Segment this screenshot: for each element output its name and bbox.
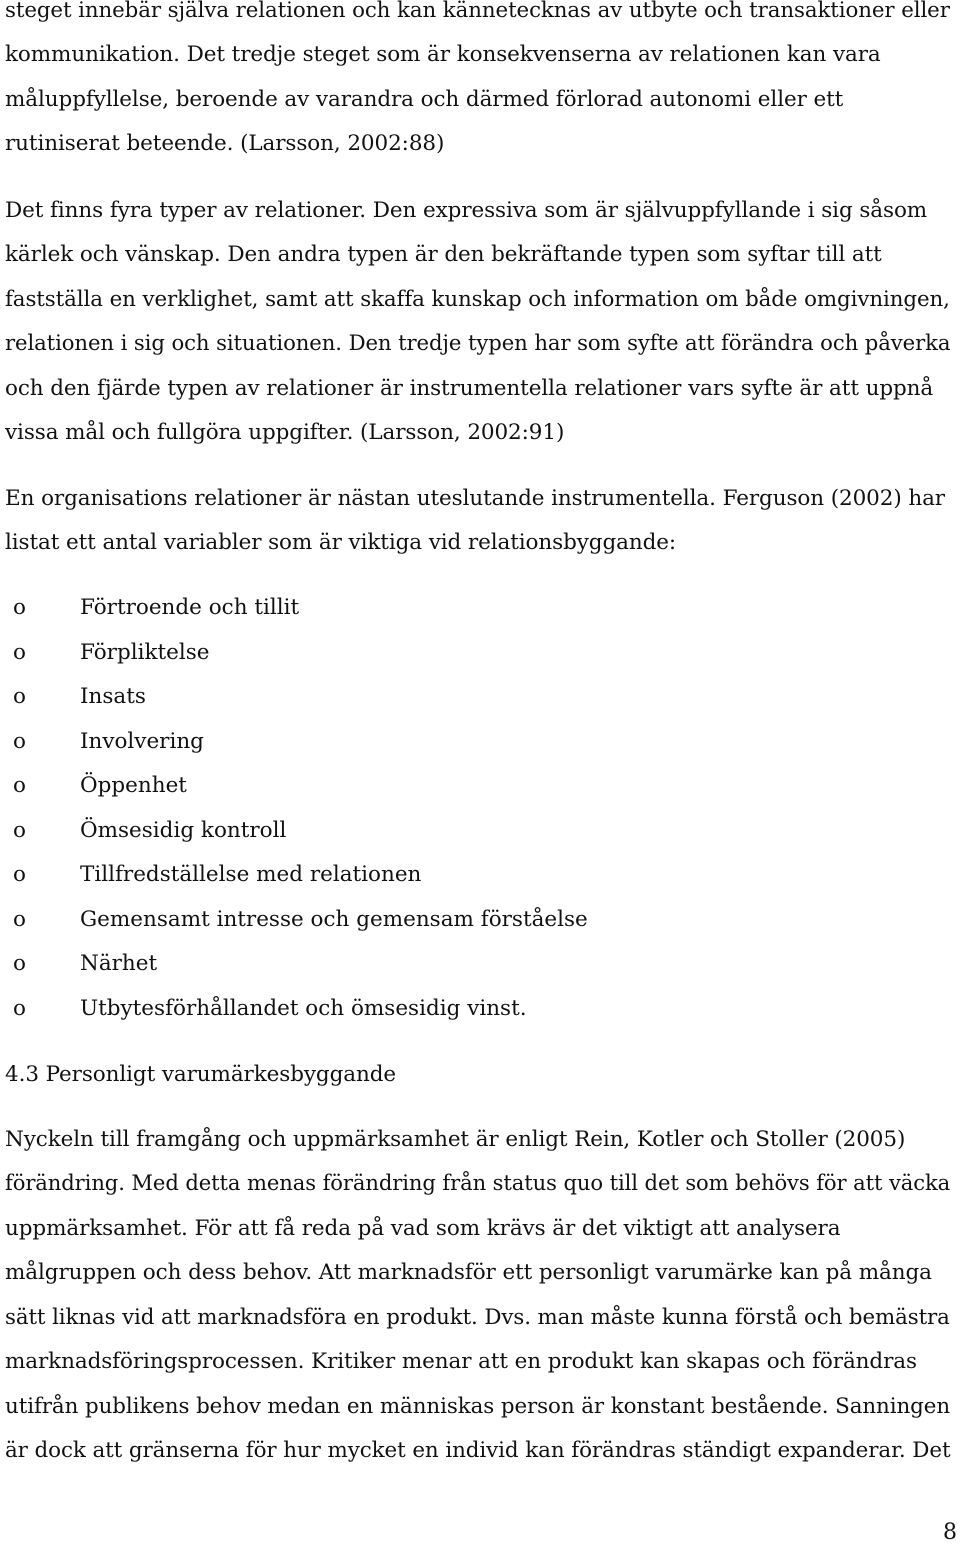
- paragraph-1-line-4: rutiniserat beteende. (Larsson, 2002:88): [5, 131, 445, 156]
- paragraph-2-line-1: Det finns fyra typer av relationer. Den expressiva som är självuppfyllande i sig såsom: [5, 198, 928, 223]
- paragraph-4-line-3: uppmärksamhet. För att få reda på vad som krävs är det viktigt att analysera: [5, 1216, 841, 1241]
- bullet-list-item-text: Tillfredställelse med relationen: [80, 862, 422, 887]
- bullet-list-item-text: Involvering: [80, 729, 204, 754]
- paragraph-2-line-4: relationen i sig och situationen. Den tredje typen har som syfte att förändra och påverka: [5, 331, 951, 356]
- page-number: 8: [943, 1520, 957, 1545]
- bullet-list-item-text: Gemensamt intresse och gemensam förståelse: [80, 907, 588, 932]
- bullet-list-item-text: Utbytesförhållandet och ömsesidig vinst.: [80, 996, 527, 1021]
- bullet-marker: o: [13, 907, 26, 932]
- bullet-marker: o: [13, 862, 26, 887]
- paragraph-4-line-7: utifrån publikens behov medan en människas person är konstant bestående. Sanningen: [5, 1394, 951, 1419]
- paragraph-3-line-1: En organisations relationer är nästan uteslutande instrumentella. Ferguson (2002) har: [5, 486, 945, 511]
- bullet-marker: o: [13, 996, 26, 1021]
- bullet-marker: o: [13, 684, 26, 709]
- paragraph-4-line-2: förändring. Med detta menas förändring från status quo till det som behövs för att väcka: [5, 1171, 951, 1196]
- paragraph-1-line-1: steget innebär själva relationen och kan kännetecknas av utbyte och transaktioner eller: [5, 0, 950, 23]
- paragraph-4-line-8: är dock att gränserna för hur mycket en individ kan förändras ständigt expanderar. Det: [5, 1438, 951, 1463]
- bullet-marker: o: [13, 951, 26, 976]
- bullet-marker: o: [13, 595, 26, 620]
- bullet-list-item-text: Förpliktelse: [80, 640, 210, 665]
- paragraph-4-line-1: Nyckeln till framgång och uppmärksamhet är enligt Rein, Kotler och Stoller (2005): [5, 1127, 906, 1152]
- paragraph-4-line-4: målgruppen och dess behov. Att marknadsför ett personligt varumärke kan på många: [5, 1260, 932, 1285]
- bullet-marker: o: [13, 640, 26, 665]
- bullet-list-item-text: Insats: [80, 684, 146, 709]
- paragraph-2-line-5: och den fjärde typen av relationer är instrumentella relationer vars syfte är att uppnå: [5, 376, 934, 401]
- paragraph-1-line-2: kommunikation. Det tredje steget som är konsekvenserna av relationen kan vara: [5, 42, 881, 67]
- bullet-marker: o: [13, 729, 26, 754]
- paragraph-1-line-3: måluppfyllelse, beroende av varandra och därmed förlorad autonomi eller ett: [5, 87, 844, 112]
- section-heading: 4.3 Personligt varumärkesbyggande: [5, 1062, 396, 1087]
- paragraph-4-line-6: marknadsföringsprocessen. Kritiker menar att en produkt kan skapas och förändras: [5, 1349, 917, 1374]
- paragraph-2-line-3: fastställa en verklighet, samt att skaffa kunskap och information om både omgivningen,: [5, 287, 950, 312]
- bullet-list-item-text: Ömsesidig kontroll: [80, 818, 287, 843]
- paragraph-2-line-6: vissa mål och fullgöra uppgifter. (Larsson, 2002:91): [5, 420, 565, 445]
- paragraph-4-line-5: sätt liknas vid att marknadsföra en produkt. Dvs. man måste kunna förstå och bemästra: [5, 1305, 950, 1330]
- bullet-list-item-text: Öppenhet: [80, 773, 187, 798]
- paragraph-2-line-2: kärlek och vänskap. Den andra typen är den bekräftande typen som syftar till att: [5, 242, 882, 267]
- paragraph-3-line-2: listat ett antal variabler som är viktiga vid relationsbyggande:: [5, 530, 676, 555]
- bullet-list-item-text: Förtroende och tillit: [80, 595, 300, 620]
- bullet-list-item-text: Närhet: [80, 951, 158, 976]
- bullet-marker: o: [13, 818, 26, 843]
- bullet-marker: o: [13, 773, 26, 798]
